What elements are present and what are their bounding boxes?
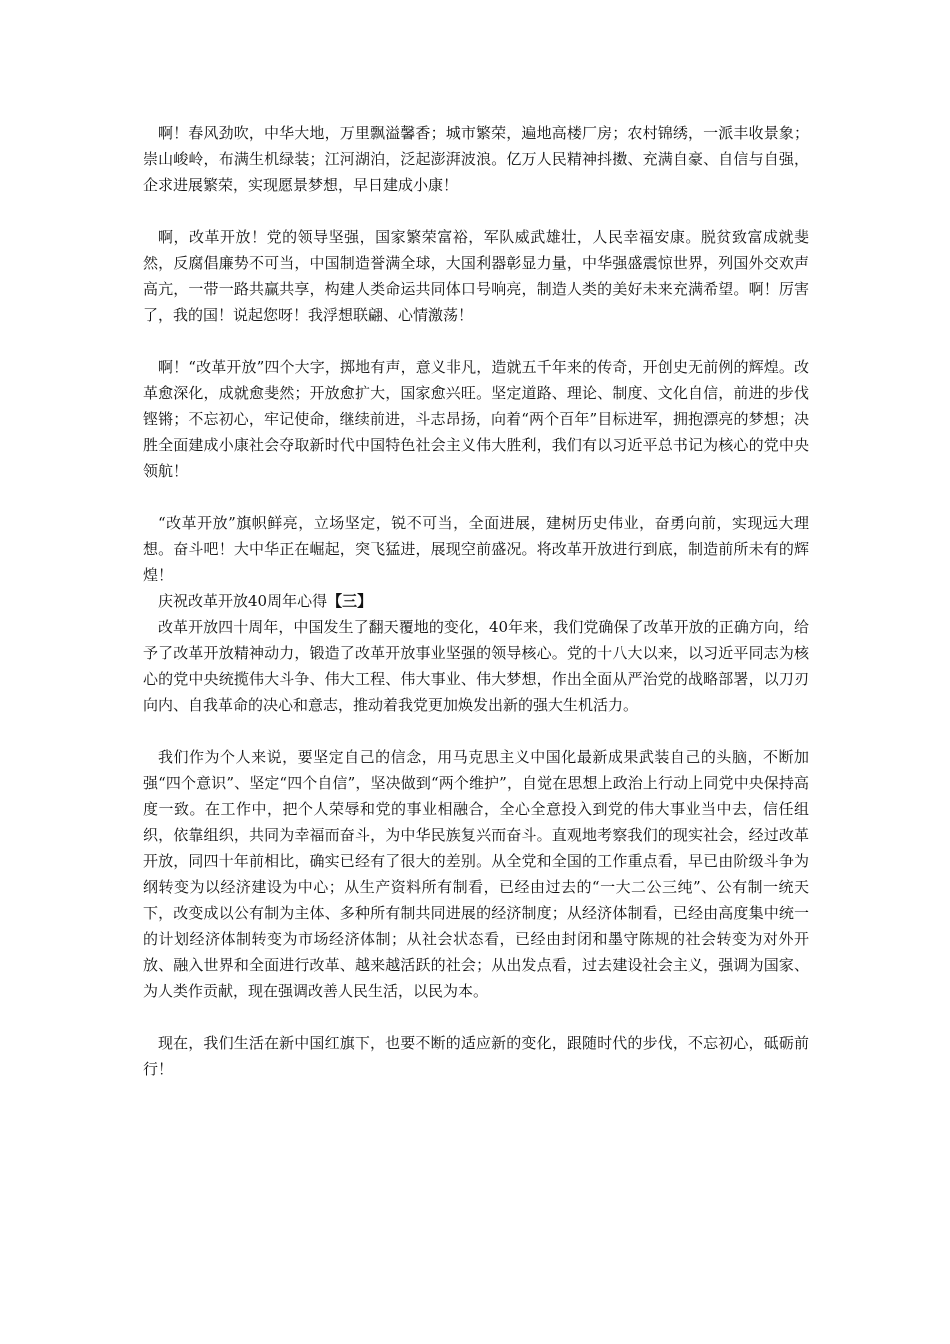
- paragraph-gap: [143, 1004, 809, 1030]
- paragraph-gap: [143, 198, 809, 224]
- paragraph-four-characters: 啊！“改革开放”四个大字，掷地有声，意义非凡，造就五千年来的传奇，开创史无前例的辉煌。改革愈深化，成就愈斐然；开放愈扩大，国家愈兴旺。坚定道路、理论、制度、文化自信，前进的步伐铿锵；不忘初心，牢记使命，继续前进，斗志昂扬，向着“两个百年”目标进军，拥抱漂亮的梦想；决胜全面建成小康社会夺取新时代中国特色社会主义伟大胜利，我们有以习近平总书记为核心的党中央领航！: [143, 358, 809, 480]
- paragraph-gap: [143, 718, 809, 744]
- section-heading: [143, 588, 809, 614]
- paragraph-banner: “改革开放”旗帜鲜亮，立场坚定，锐不可当，全面进展，建树历史伟业，奋勇向前，实现远大理想。奋斗吧！大中华正在崛起，突飞猛进，展现空前盛况。将改革开放进行到底，制造前所未有的辉煌！: [143, 514, 809, 584]
- paragraph-forty-years: 改革开放四十周年，中国发生了翻天覆地的变化，40年来，我们党确保了改革开放的正确方向，给予了改革开放精神动力，锻造了改革开放事业坚强的领导核心。党的十八大以来，以习近平同志为核心的党中央统揽伟大斗争、伟大工程、伟大事业、伟大梦想，作出全面从严治党的战略部署，以刀刃向内、自我革命的决心和意志，推动着我党更加焕发出新的强大生机活力。: [143, 618, 809, 714]
- paragraph-personal-belief: 我们作为个人来说，要坚定自己的信念，用马克思主义中国化最新成果武装自己的头脑，不断加强“四个意识”、坚定“四个自信”，坚决做到“两个维护”，自觉在思想上政治上行动上同党中央保持高度一致。在工作中，把个人荣辱和党的事业相融合，全心全意投入到党的伟大事业当中去，信任组织，依靠组织，共同为幸福而奋斗，为中华民族复兴而奋斗。直观地考察我们的现实社会，经过改革开放，同四十年前相比，确实已经有了很大的差别。从全党和全国的工作重点看，早已由阶级斗争为纲转变为以经济建设为中心；从生产资料所有制看，已经由过去的“一大二公三纯”、公有制一统天下，改变成以公有制为主体、多种所有制共同进展的经济制度；从经济体制看，已经由高度集中统一的计划经济体制转变为市场经济体制；从社会状态看，已经由封闭和墨守陈规的社会转变为对外开放、融入世界和全面进行改革、越来越活跃的社会；从出发点看，过去建设社会主义，强调为国家、为人类作贡献，现在强调改善人民生活，以民为本。: [143, 748, 809, 1000]
- section-heading-number: 【三】: [327, 592, 373, 610]
- document-page: [143, 120, 809, 1082]
- paragraph-spring-wind: 啊！春风劲吹，中华大地，万里飘溢馨香；城市繁荣，遍地高楼厂房；农村锦绣，一派丰收景象；崇山峻岭，布满生机绿装；江河湖泊，泛起澎湃波浪。亿万人民精神抖擞、充满自豪、自信与自强，企求进展繁荣，实现愿景梦想，早日建成小康！: [143, 124, 809, 194]
- paragraph-gap: [143, 484, 809, 510]
- paragraph-conclusion: 现在，我们生活在新中国红旗下，也要不断的适应新的变化，跟随时代的步伐，不忘初心，砥砺前行！: [143, 1034, 809, 1078]
- section-heading-text: 庆祝改革开放40周年心得: [158, 592, 328, 610]
- paragraph-gap: [143, 328, 809, 354]
- paragraph-reform-opening: 啊，改革开放！党的领导坚强，国家繁荣富裕，军队威武雄壮，人民幸福安康。脱贫致富成就斐然，反腐倡廉势不可当，中国制造誉满全球，大国利器彰显力量，中华强盛震惊世界，列国外交欢声高亢，一带一路共赢共享，构建人类命运共同体口号响亮，制造人类的美好未来充满希望。啊！厉害了，我的国！说起您呀！我浮想联翩、心情激荡！: [143, 228, 809, 324]
